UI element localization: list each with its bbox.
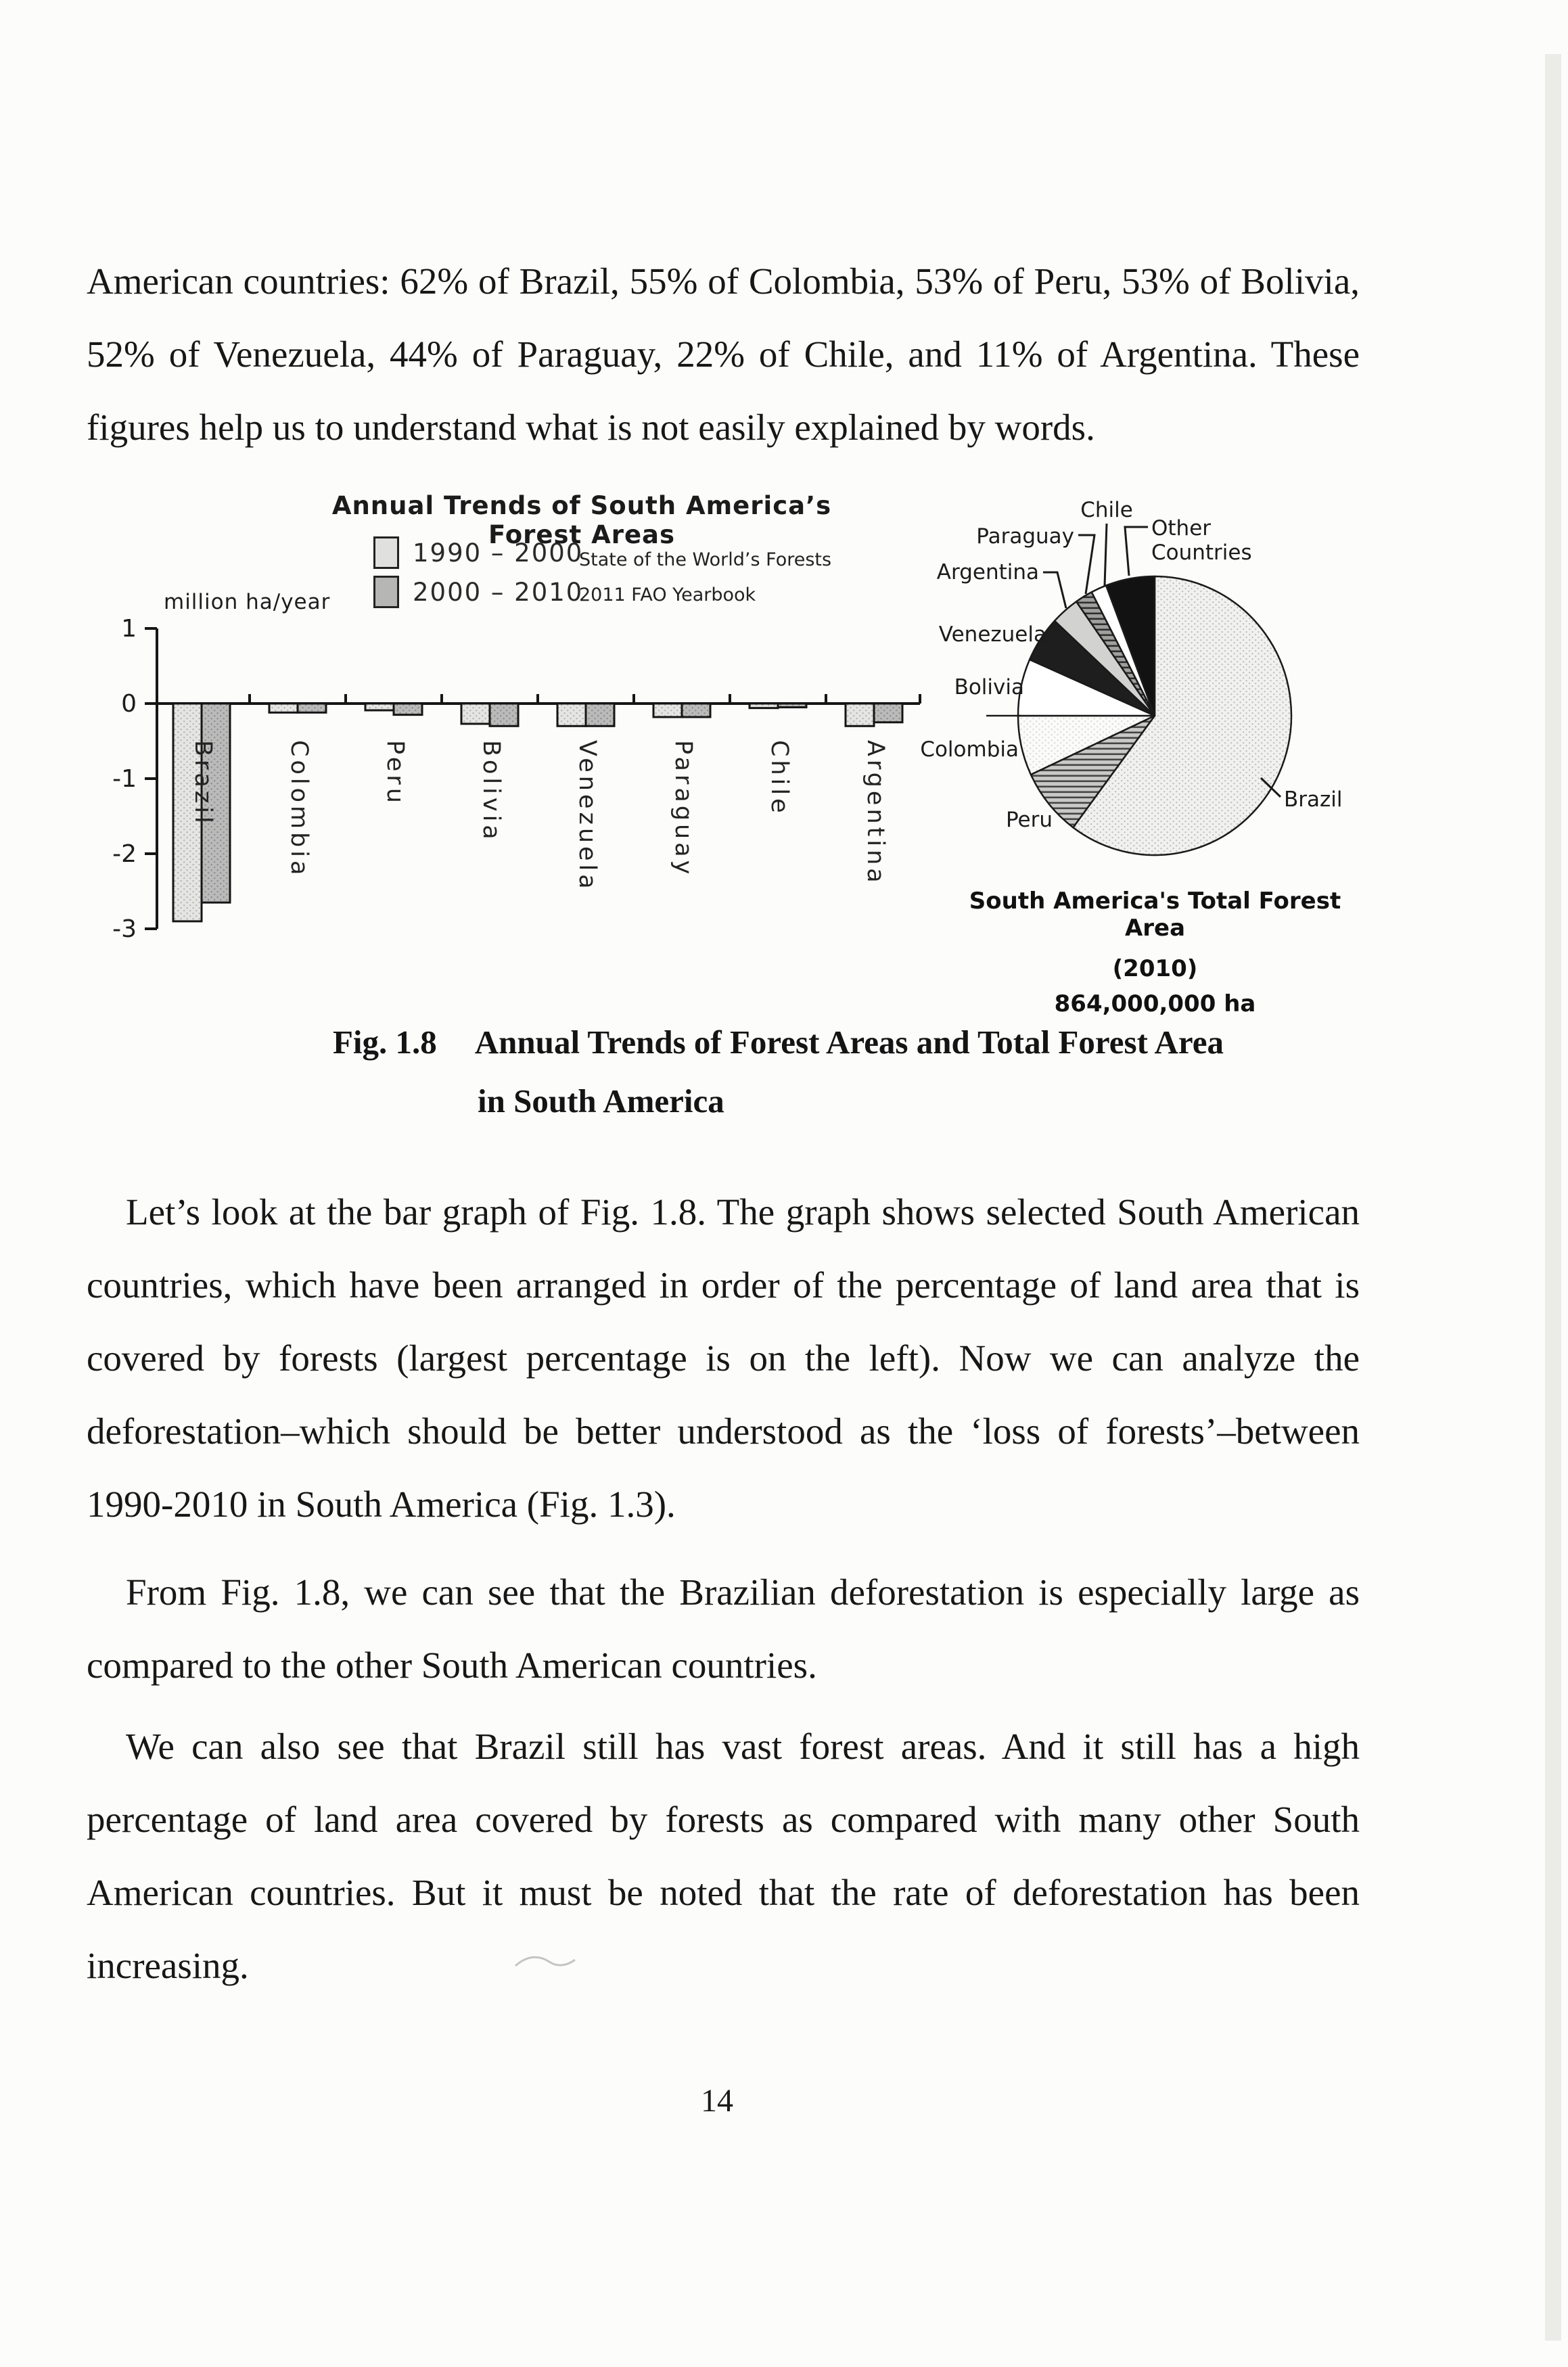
paragraph-we-can-also: We can also see that Brazil still has vast forest areas. And it still has a high percentage of land area covered by forests as compared with many other South American countries. But it must be noted that the rate of deforestation has been increasing. [87,1726,1360,1986]
source-line: State of the World’s Forests [579,549,832,570]
paragraph-intro: American countries: 62% of Brazil, 55% of Colombia, 53% of Peru, 53% of Bolivia, 52% of Venezuela, 44% of Paraguay, 22% of Chile, and 11% of Argentina. These figures help us to understand what is not easily explained by words. [87,260,1360,448]
bar-chart-legend [373,536,583,614]
figure-caption-line1 [333,1023,1224,1061]
svg-text:Argentina: Argentina [936,560,1039,584]
svg-text:-3: -3 [112,915,137,943]
chart-source-note [579,543,831,613]
pie-caption-year: (2010) [1112,955,1198,982]
figure-caption-line2: in South America [478,1082,724,1120]
svg-text:0: 0 [121,690,137,718]
svg-text:Peru: Peru [1005,808,1053,832]
pie-caption-title: South America's Total Forest Area [969,888,1341,942]
scan-artifact-band [1545,54,1561,2341]
svg-text:Venezuela: Venezuela [938,622,1046,647]
pie-caption-total: 864,000,000 ha [1054,990,1256,1017]
legend-label: 1990 – 2000 [413,538,584,568]
svg-text:Other: Other [1151,516,1212,541]
legend-swatch-icon [373,536,399,569]
svg-text:Brazil: Brazil [1284,787,1343,812]
legend-entry-1990-2000 [373,536,583,570]
svg-text:Brazil: Brazil [189,740,216,827]
svg-text:Venezuela: Venezuela [574,740,601,892]
page-number: 14 [701,2083,733,2119]
svg-text:Argentina: Argentina [862,740,889,886]
bar-chart-title: Annual Trends of South America’s Forest Areas [331,491,832,549]
y-axis-label: million ha/year [164,590,331,614]
svg-text:Peru: Peru [382,740,409,806]
svg-text:Paraguay: Paraguay [976,524,1074,549]
figure-number: Fig. 1.8 [333,1024,437,1061]
legend-entry-2000-2010 [373,575,583,609]
paragraph-lets-look: Let’s look at the bar graph of Fig. 1.8. The graph shows selected South American countries, which have been arranged in order of the percentage of land area that is covered by forests (largest percentage is on the left). Now we can analyze the deforestation–which should be better understood as the ‘loss of forests’–between 1990-2010 in South America (Fig. 1.3). [87,1191,1360,1525]
svg-text:Paraguay: Paraguay [670,740,697,878]
pie-chart-caption [937,888,1373,1017]
figure-caption [333,1023,1224,1120]
figure-caption-text: Annual Trends of Forest Areas and Total Forest Area [474,1024,1224,1061]
svg-text:Countries: Countries [1151,541,1252,565]
paragraph-from-fig: From Fig. 1.8, we can see that the Brazilian deforestation is especially large as compared to the other South American countries. [87,1571,1360,1686]
svg-text:Colombia: Colombia [285,740,313,879]
legend-swatch-icon [373,576,399,608]
svg-text:-2: -2 [112,840,137,868]
svg-text:-1: -1 [112,765,137,793]
svg-text:Colombia: Colombia [920,737,1019,762]
svg-text:Bolivia: Bolivia [478,740,505,843]
source-line: 2011 FAO Yearbook [579,584,756,605]
legend-label: 2000 – 2010 [413,577,584,607]
svg-text:1: 1 [121,615,137,643]
svg-text:Chile: Chile [766,740,793,817]
svg-text:Chile: Chile [1080,498,1133,522]
svg-text:Bolivia: Bolivia [954,675,1024,699]
